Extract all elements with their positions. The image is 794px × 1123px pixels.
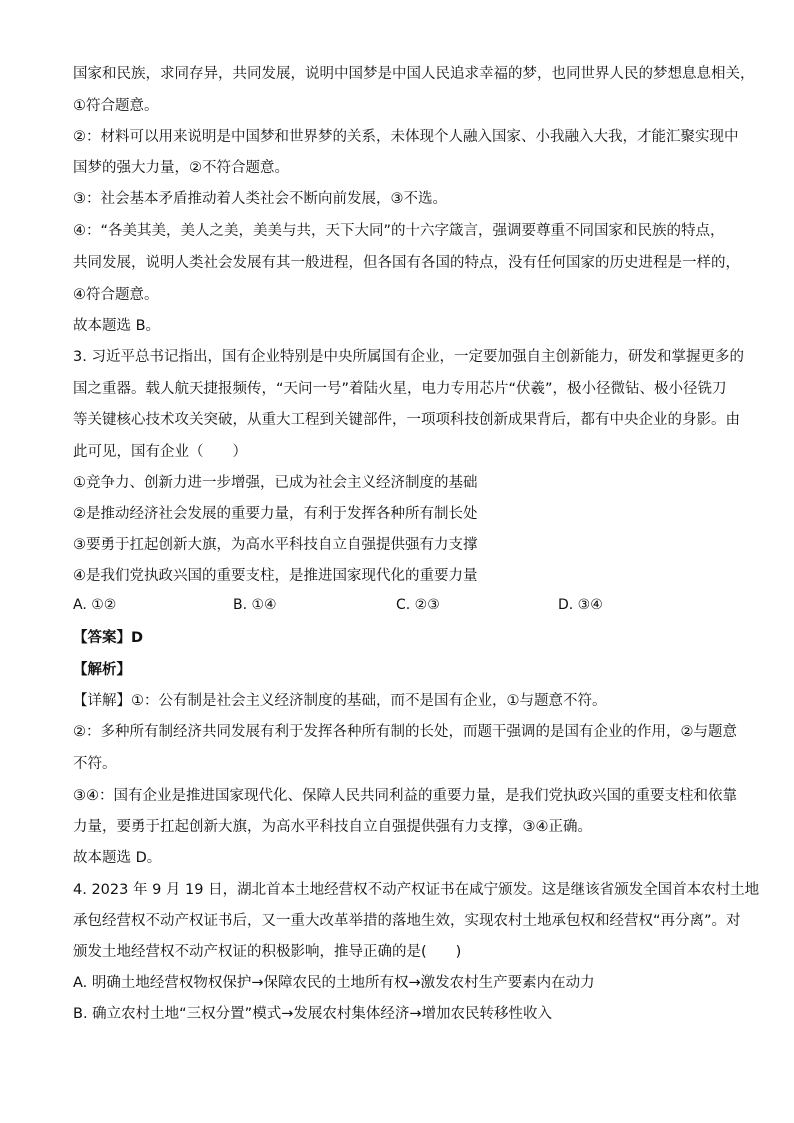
statement-4: ④是我们党执政兴国的重要支柱，是推进国家现代化的重要力量 xyxy=(73,568,478,584)
statement-3: ③要勇于扛起创新大旗，为高水平科技自立自强提供强有力支撑 xyxy=(73,537,478,553)
text-line: ④符合题意。 xyxy=(73,287,159,303)
explanation-line: ②：多种所有制经济共同发展有利于发挥各种所有制的长处，而题干强调的是国有企业的作用，②与题意 xyxy=(73,724,737,740)
answer-label: 【答案】D xyxy=(73,630,144,646)
statement-2: ②是推动经济社会发展的重要力量，有利于发挥各种所有制长处 xyxy=(73,506,478,522)
text-line: 承包经营权不动产权证书后，又一重大改革举措的落地生效，实现农村土地承包权和经营权“再分离”。对 xyxy=(73,913,741,929)
text-line: 国家和民族，求同存异，共同发展，说明中国梦是中国人民追求幸福的梦，也同世界人民的梦想息息相关， xyxy=(73,66,755,82)
analysis-label: 【解析】 xyxy=(73,662,131,678)
option-b: B. 确立农村土地“三权分置”模式→发展农村集体经济→增加农民转移性收入 xyxy=(73,1006,552,1022)
text-line: 此可见，国有企业（ ） xyxy=(73,444,247,460)
text-line: 国梦的强大力量，②不符合题意。 xyxy=(73,160,289,176)
text-line: ②：材料可以用来说明是中国梦和世界梦的关系，未体现个人融入国家、小我融入大我，才能汇聚实现中 xyxy=(73,129,739,145)
explanation-line: 力量，要勇于扛起创新大旗，为高水平科技自立自强提供强有力支撑，③④正确。 xyxy=(73,819,592,835)
text-line: 颁发土地经营权不动产权证的积极影响，推导正确的是( ) xyxy=(73,944,462,960)
text-line: ④：“各美其美，美人之美，美美与共，天下大同”的十六字箴言，强调要尊重不同国家和民族的特点， xyxy=(73,223,725,239)
text-line: 共同发展，说明人类社会发展有其一般进程，但各国有各国的特点，没有任何国家的历史进程是一样的， xyxy=(73,255,740,271)
text-line: 故本题选 D。 xyxy=(73,850,162,866)
text-line: ①符合题意。 xyxy=(73,98,159,114)
text-line: ③：社会基本矛盾推动着人类社会不断向前发展，③不选。 xyxy=(73,191,447,207)
answer-options xyxy=(73,597,733,617)
statement-1: ①竞争力、创新力进一步增强，已成为社会主义经济制度的基础 xyxy=(73,475,478,491)
option-d: D. ③④ xyxy=(558,597,603,613)
text-line: 故本题选 B。 xyxy=(73,318,161,334)
explanation-line: 不符。 xyxy=(73,756,117,772)
question-4-stem: 4. 2023 年 9 月 19 日，湖北首本土地经营权不动产权证书在咸宁颁发。这是继该省颁发全国首本农村土地 xyxy=(73,882,760,898)
option-a: A. ①② xyxy=(73,597,117,613)
text-line: 等关键核心技术攻关突破，从重大工程到关键部件，一项项科技创新成果背后，都有中央企业的身影。由 xyxy=(73,412,740,428)
explanation-line: 【详解】①：公有制是社会主义经济制度的基础，而不是国有企业，①与题意不符。 xyxy=(73,693,607,709)
option-c: C. ②③ xyxy=(396,597,440,613)
text-line: 国之重器。载人航天捷报频传，“天问一号”着陆火星，电力专用芯片“伏羲”，极小径微钻、极小径铣刀 xyxy=(73,381,727,397)
option-b: B. ①④ xyxy=(233,597,277,613)
explanation-line: ③④：国有企业是推进国家现代化、保障人民共同利益的重要力量，是我们党执政兴国的重要支柱和依靠 xyxy=(73,788,737,804)
option-a: A. 明确土地经营权物权保护→保障农民的土地所有权→激发农村生产要素内在动力 xyxy=(73,975,595,991)
question-3-stem: 3. 习近平总书记指出，国有企业特别是中央所属国有企业，一定要加强自主创新能力，研发和掌握更多的 xyxy=(73,349,744,365)
